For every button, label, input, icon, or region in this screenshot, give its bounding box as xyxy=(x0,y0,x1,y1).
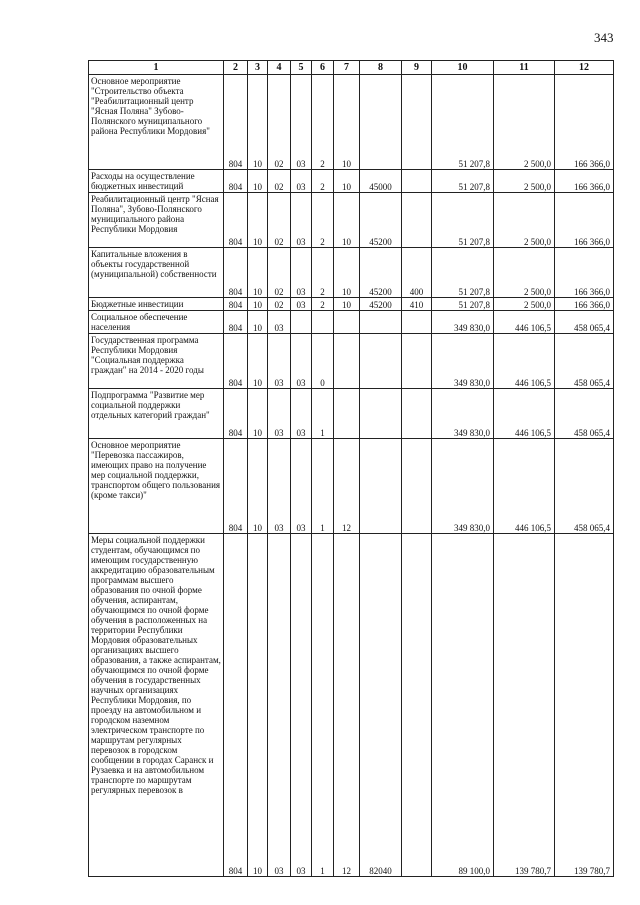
table-cell-col10: 51 207,8 xyxy=(432,193,494,248)
table-cell-col9 xyxy=(402,534,432,877)
column-header: 12 xyxy=(555,61,614,75)
table-cell-col8: 45200 xyxy=(360,248,402,298)
table-cell-col7 xyxy=(334,311,360,334)
table-row xyxy=(89,75,614,170)
table-cell-col5: 03 xyxy=(291,75,312,170)
table-cell-col10: 51 207,8 xyxy=(432,298,494,311)
table-cell-col8 xyxy=(360,334,402,389)
row-label: Реабилитационный центр "Ясная Поляна", Зубово-Полянского муниципального района Республики Мордовия xyxy=(89,193,224,248)
table-cell-col5: 03 xyxy=(291,248,312,298)
table-cell-col10: 349 830,0 xyxy=(432,389,494,439)
table-cell-col10: 51 207,8 xyxy=(432,75,494,170)
table-row xyxy=(89,311,614,334)
table-cell-col7: 10 xyxy=(334,75,360,170)
table-cell-col8 xyxy=(360,439,402,534)
column-header: 11 xyxy=(494,61,555,75)
row-label: Меры социальной поддержки студентам, обучающимся по имеющим государственную аккредитацию образовательным программам высшего образования по очной форме обучения, аспирантам, обучающимся по очной форме обучения в расположенных на территории Республики Мордовия образовательных организациях высшего образования, а также аспирантам, обучающимся по очной форме обучения в государственных научных организациях Республики Мордовия, по проезду на автомобильном и городском наземном электрическом транспорте по маршрутам регулярных перевозок в городском сообщении в городах Саранск и Рузаевка и на автомобильном транспорте по маршрутам регулярных перевозок в xyxy=(89,534,224,877)
table-row xyxy=(89,334,614,389)
row-label: Государственная программа Республики Мордовия "Социальная поддержка граждан" на 2014 - 2020 годы xyxy=(89,334,224,389)
table-cell-col11: 2 500,0 xyxy=(494,298,555,311)
table-cell-col12: 166 366,0 xyxy=(555,170,614,193)
table-cell-col12: 166 366,0 xyxy=(555,193,614,248)
table-cell-col9 xyxy=(402,311,432,334)
row-label: Основное мероприятие "Перевозка пассажиров, имеющих право на получение мер социальной поддержки, транспортом общего пользования (кроме такси)" xyxy=(89,439,224,534)
table-row xyxy=(89,170,614,193)
row-label: Подпрограмма "Развитие мер социальной поддержки отдельных категорий граждан" xyxy=(89,389,224,439)
column-header: 9 xyxy=(402,61,432,75)
table-cell-col9 xyxy=(402,334,432,389)
column-header: 3 xyxy=(248,61,268,75)
table-cell-col2: 804 xyxy=(224,311,248,334)
table-cell-col11: 2 500,0 xyxy=(494,75,555,170)
table-cell-col5: 03 xyxy=(291,193,312,248)
row-label: Социальное обеспечение населения xyxy=(89,311,224,334)
table-cell-col10: 349 830,0 xyxy=(432,334,494,389)
table-cell-col7: 10 xyxy=(334,193,360,248)
table-cell-col7: 10 xyxy=(334,248,360,298)
table-cell-col4: 03 xyxy=(268,311,291,334)
table-cell-col9 xyxy=(402,193,432,248)
table-cell-col12: 458 065,4 xyxy=(555,334,614,389)
table-cell-col5 xyxy=(291,311,312,334)
table-cell-col3: 10 xyxy=(248,534,268,877)
table-row xyxy=(89,439,614,534)
table-cell-col6: 2 xyxy=(312,298,334,311)
table-cell-col11: 446 106,5 xyxy=(494,439,555,534)
table-cell-col6: 1 xyxy=(312,389,334,439)
table-cell-col4: 02 xyxy=(268,170,291,193)
table-cell-col12: 458 065,4 xyxy=(555,311,614,334)
table-cell-col6 xyxy=(312,311,334,334)
table-cell-col3: 10 xyxy=(248,298,268,311)
table-cell-col12: 166 366,0 xyxy=(555,75,614,170)
column-header: 7 xyxy=(334,61,360,75)
table-cell-col8: 45000 xyxy=(360,170,402,193)
table-cell-col11: 446 106,5 xyxy=(494,334,555,389)
table-cell-col5: 03 xyxy=(291,298,312,311)
table-cell-col3: 10 xyxy=(248,193,268,248)
table-cell-col7 xyxy=(334,389,360,439)
row-label: Бюджетные инвестиции xyxy=(89,298,224,311)
table-cell-col10: 51 207,8 xyxy=(432,170,494,193)
table-cell-col3: 10 xyxy=(248,248,268,298)
table-cell-col10: 51 207,8 xyxy=(432,248,494,298)
table-cell-col4: 03 xyxy=(268,534,291,877)
table-cell-col8 xyxy=(360,75,402,170)
table-header-row xyxy=(89,61,614,75)
table-row xyxy=(89,389,614,439)
table-cell-col10: 349 830,0 xyxy=(432,311,494,334)
budget-table xyxy=(88,60,614,877)
column-header: 6 xyxy=(312,61,334,75)
table-cell-col6: 2 xyxy=(312,248,334,298)
table-cell-col2: 804 xyxy=(224,75,248,170)
table-cell-col7: 10 xyxy=(334,298,360,311)
table-cell-col6: 1 xyxy=(312,534,334,877)
table-cell-col2: 804 xyxy=(224,334,248,389)
table-cell-col2: 804 xyxy=(224,193,248,248)
table-cell-col4: 02 xyxy=(268,298,291,311)
table-cell-col12: 139 780,7 xyxy=(555,534,614,877)
table-cell-col5: 03 xyxy=(291,439,312,534)
table-row xyxy=(89,248,614,298)
table-cell-col9 xyxy=(402,389,432,439)
table-cell-col6: 1 xyxy=(312,439,334,534)
table-cell-col12: 166 366,0 xyxy=(555,248,614,298)
table-cell-col7: 12 xyxy=(334,439,360,534)
table-cell-col5: 03 xyxy=(291,334,312,389)
column-header: 1 xyxy=(89,61,224,75)
row-label: Капитальные вложения в объекты государственной (муниципальной) собственности xyxy=(89,248,224,298)
table-cell-col6: 2 xyxy=(312,170,334,193)
table-row xyxy=(89,193,614,248)
table-cell-col3: 10 xyxy=(248,75,268,170)
table-cell-col11: 139 780,7 xyxy=(494,534,555,877)
table-cell-col8 xyxy=(360,389,402,439)
table-cell-col5: 03 xyxy=(291,534,312,877)
column-header: 5 xyxy=(291,61,312,75)
table-cell-col4: 02 xyxy=(268,193,291,248)
table-cell-col2: 804 xyxy=(224,534,248,877)
table-cell-col7: 10 xyxy=(334,170,360,193)
table-cell-col11: 446 106,5 xyxy=(494,311,555,334)
table-cell-col4: 03 xyxy=(268,389,291,439)
table-cell-col9 xyxy=(402,170,432,193)
table-cell-col7 xyxy=(334,334,360,389)
table-cell-col10: 89 100,0 xyxy=(432,534,494,877)
table-cell-col10: 349 830,0 xyxy=(432,439,494,534)
column-header: 4 xyxy=(268,61,291,75)
table-cell-col9 xyxy=(402,439,432,534)
table-cell-col4: 03 xyxy=(268,334,291,389)
table-cell-col2: 804 xyxy=(224,389,248,439)
table-cell-col9: 410 xyxy=(402,298,432,311)
table-cell-col8: 45200 xyxy=(360,193,402,248)
row-label: Расходы на осуществление бюджетных инвестиций xyxy=(89,170,224,193)
row-label: Основное мероприятие "Строительство объекта "Реабилитационный центр "Ясная Поляна" Зубово-Полянского муниципального района Республики Мордовия" xyxy=(89,75,224,170)
table-cell-col6: 2 xyxy=(312,75,334,170)
table-cell-col2: 804 xyxy=(224,170,248,193)
column-header: 10 xyxy=(432,61,494,75)
table-cell-col4: 02 xyxy=(268,75,291,170)
column-header: 2 xyxy=(224,61,248,75)
table-cell-col3: 10 xyxy=(248,389,268,439)
table-cell-col6: 2 xyxy=(312,193,334,248)
table-cell-col8: 82040 xyxy=(360,534,402,877)
table-cell-col11: 2 500,0 xyxy=(494,193,555,248)
table-cell-col12: 166 366,0 xyxy=(555,298,614,311)
table-cell-col11: 446 106,5 xyxy=(494,389,555,439)
table-cell-col3: 10 xyxy=(248,334,268,389)
page-number: 343 xyxy=(594,30,614,45)
table-cell-col12: 458 065,4 xyxy=(555,439,614,534)
table-cell-col3: 10 xyxy=(248,311,268,334)
table-cell-col8 xyxy=(360,311,402,334)
column-header: 8 xyxy=(360,61,402,75)
table-cell-col11: 2 500,0 xyxy=(494,170,555,193)
table-cell-col6: 0 xyxy=(312,334,334,389)
table-cell-col2: 804 xyxy=(224,439,248,534)
table-cell-col3: 10 xyxy=(248,170,268,193)
table-cell-col8: 45200 xyxy=(360,298,402,311)
table-cell-col4: 03 xyxy=(268,439,291,534)
table-cell-col5: 03 xyxy=(291,389,312,439)
table-cell-col9 xyxy=(402,75,432,170)
table-cell-col5: 03 xyxy=(291,170,312,193)
table-cell-col9: 400 xyxy=(402,248,432,298)
table-cell-col2: 804 xyxy=(224,298,248,311)
table-row xyxy=(89,534,614,877)
table-cell-col3: 10 xyxy=(248,439,268,534)
table-cell-col2: 804 xyxy=(224,248,248,298)
table-cell-col11: 2 500,0 xyxy=(494,248,555,298)
table-cell-col12: 458 065,4 xyxy=(555,389,614,439)
table-cell-col4: 02 xyxy=(268,248,291,298)
table-cell-col7: 12 xyxy=(334,534,360,877)
table-row xyxy=(89,298,614,311)
